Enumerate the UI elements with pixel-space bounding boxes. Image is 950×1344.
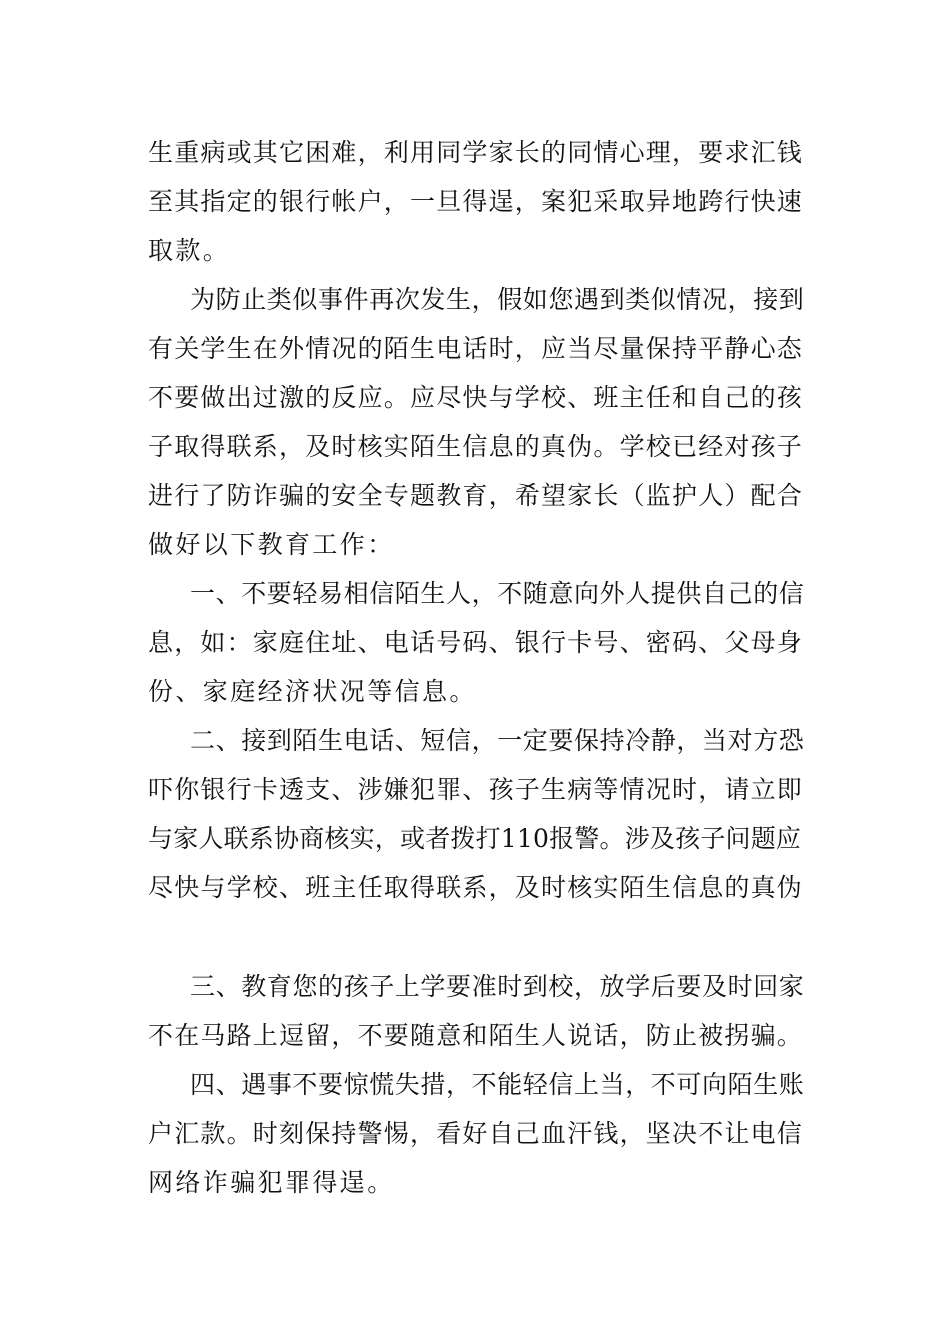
text-line: 尽快与学校、班主任取得联系，及时核实陌生信息的真伪: [148, 873, 804, 902]
text-line: 户汇款。时刻保持警惕，看好自己血汗钱，坚决不让电信: [148, 1119, 804, 1148]
text-line: 三、教育您的孩子上学要准时到校，放学后要及时回家: [190, 972, 805, 1001]
text-line: 与家人联系协商核实，或者拨打110报警。涉及孩子问题应: [148, 824, 802, 853]
text-line: 取款。: [148, 236, 231, 265]
text-line: 做好以下教育工作：: [148, 530, 395, 559]
text-line: 一、不要轻易相信陌生人，不随意向外人提供自己的信: [190, 579, 805, 608]
text-line: 息，如：家庭住址、电话号码、银行卡号、密码、父母身: [148, 628, 804, 657]
text-block-top: [148, 128, 804, 912]
text-line: 子取得联系，及时核实陌生信息的真伪。学校已经对孩子: [148, 432, 804, 461]
text-line: 至其指定的银行帐户，一旦得逞，案犯采取异地跨行快速: [148, 187, 804, 216]
text-line: 份、家庭经济状况等信息。: [148, 677, 477, 706]
text-line: 有关学生在外情况的陌生电话时，应当尽量保持平静心态: [148, 334, 804, 363]
text-line: 不在马路上逗留，不要随意和陌生人说话，防止被拐骗。: [148, 1021, 804, 1050]
text-line: 吓你银行卡透支、涉嫌犯罪、孩子生病等情况时，请立即: [148, 775, 804, 804]
text-line: 二、接到陌生电话、短信，一定要保持冷静，当对方恐: [190, 726, 805, 755]
text-line: 不要做出过激的反应。应尽快与学校、班主任和自己的孩: [148, 383, 804, 412]
text-line: 进行了防诈骗的安全专题教育，希望家长（监护人）配合: [148, 481, 804, 510]
text-line: 四、遇事不要惊慌失措，不能轻信上当，不可向陌生账: [190, 1070, 805, 1099]
text-line: 为防止类似事件再次发生，假如您遇到类似情况，接到: [190, 285, 805, 314]
text-block-bottom: [148, 962, 804, 1207]
text-line: 网络诈骗犯罪得逞。: [148, 1168, 395, 1197]
text-line: 生重病或其它困难，利用同学家长的同情心理，要求汇钱: [148, 138, 804, 167]
